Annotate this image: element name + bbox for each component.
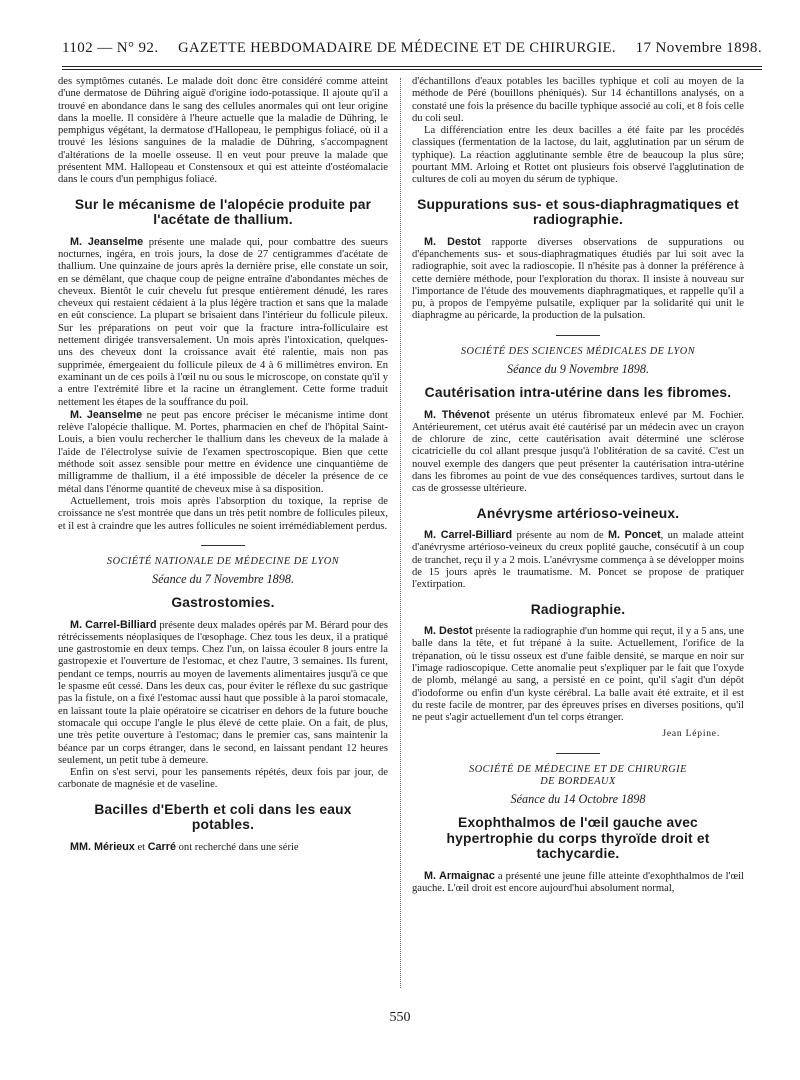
society-heading: SOCIÉTÉ NATIONALE DE MÉDECINE DE LYON — [106, 555, 340, 567]
section-heading-gastrostomies: Gastrostomies. — [171, 595, 275, 611]
paragraph: Actuellement, trois mois après l'absorption du toxique, la reprise de croissance ne s'est montrée que dans un très petit nombre de follicules pileux, et il est à craindre que les autres follicules ne soient irrémédiablement perdus. — [58, 495, 388, 532]
paragraph — [412, 236, 744, 323]
section-separator — [201, 545, 245, 546]
section-heading-suppurations: Suppurations sus- et sous-diaphragmatiques et radiographie. — [417, 196, 739, 228]
session-date: Séance du 14 Octobre 1898 — [510, 791, 646, 806]
right-column — [412, 76, 744, 895]
paragraph-text: , un malade atteint d'anévrysme artérioso-veineux du creux poplité gauche, consécutif à un coup de tranchet, reçu il y a 2 mois. L'anévrysme commença à se développer moins de 15 jours après le traumatisme. M. Poncet se propose de pratiquer l'extirpation. — [412, 530, 744, 591]
author-name: M. Jeanselme — [70, 235, 144, 248]
paragraph — [412, 529, 744, 591]
continued-paragraph: des symptômes cutanés. Le malade doit donc être considéré comme atteint d'une dermatose de Dühring aiguë d'origine iodo-potassique. Il ajoute qu'il a trouvé en abondance dans le sang des cellules anormales qui ont leur origine dans la moelle. Il considère à l'heure actuelle que la maladie de Dühring, le pemphigus végétant, la dermatose d'Hallopeau, le pemphigus foliacé, où il a trouvé les lésions sanguines de la maladie de Dühring, s'accompagnent d'altérations de la moelle osseuse. Il en veut pour preuve la malade que présentent MM. Hallopeau et Constensoux et qui est atteinte d'ostéomalacie dans le cours d'un pemphigus foliacé. — [58, 76, 388, 186]
paragraph — [412, 625, 744, 724]
section-heading-exophthalmos: Exophthalmos de l'œil gauche avec hypertrophie du corps thyroïde droit et tachycardie. — [446, 815, 710, 862]
left-column — [58, 76, 388, 854]
author-name: M. Thévenot — [424, 408, 490, 421]
header-rule — [62, 66, 762, 67]
author-name: M. Carrel-Billiard — [70, 618, 157, 631]
header-rule-thin — [62, 69, 762, 70]
paragraph-text: et — [134, 841, 148, 853]
society-heading — [412, 764, 744, 788]
society-heading-line: SOCIÉTÉ DE MÉDECINE ET DE CHIRURGIE — [469, 763, 687, 775]
paragraph — [58, 236, 388, 409]
paragraph-text: présente la radiographie d'un homme qui reçut, il y a 5 ans, une balle dans la tête, et fut trépané à la suite. Actuellement, l'orifice de la trépanation, où le tissu osseux est d'une faible densité, se marque en noir sur l'image radioscopique. Cette anomalie peut s'expliquer par le fait que l'oxyde de plomb, mélangé au sang, a persisté en ce point, qu'il s'agit d'un dépôt d'iodoforme ou enfin d'un kyste cérébral. La balle avait été extraite, et il est du reste facile de montrer, par des épreuves prises en diverses positions, qu'il ne peut s'agir actuellement d'un tel corps étranger. — [412, 626, 744, 724]
paragraph-text: ne peut pas encore préciser le mécanisme intime dont relève l'alopécie thallique. M. Portes, pharmacien en chef de l'hôpital Saint-Louis, a bien voulu rechercher le thallium dans les cheveux de la malade à l'aide de l'électrolyse suivie de l'examen spectroscopique. Bien que cette méthode soit assez sensible pour mettre en évidence une cinquantième de milligramme de thallium, il a été impossible de déceler la présence de ce métal dans l'énorme quantité de cheveux mise à sa disposition. — [58, 409, 389, 495]
paragraph: Enfin on s'est servi, pour les pansements répétés, deux fois par jour, de carbonate de magnésie et de vaseline. — [58, 767, 388, 791]
paragraph — [412, 409, 744, 496]
paragraph-text: présente un utérus fibromateux enlevé par M. Fochier. Antérieurement, cet utérus avait été cautérisé par un médecin avec un crayon de chlorure de zinc, cette cautérisation avait déterminé une sclérose cicatricielle du col allant presque jusqu'à l'oblitération de sa cavité. C'est un nouvel exemple des dangers que peut présenter la cautérisation intra-utérine dans les fibromes au point de vue des conséquences tardives, surtout dans le cas de grossesse ultérieure. — [412, 409, 744, 495]
journal-title: GAZETTE HEBDOMADAIRE DE MÉDECINE ET DE CHIRURGIE. — [178, 40, 616, 56]
author-name: M. Jeanselme — [70, 408, 143, 421]
author-name: M. Destot — [424, 625, 473, 638]
paragraph-text: a présenté une jeune fille atteinte d'exophthalmos de l'œil gauche. L'œil droit est encore aujourd'hui absolument normal, — [412, 870, 744, 894]
author-name: M. Carrel-Billiard — [424, 529, 513, 542]
paragraph-text: présente au nom de — [512, 530, 608, 542]
section-separator — [556, 335, 600, 336]
session-date: Séance du 7 Novembre 1898. — [151, 571, 295, 586]
paragraph — [58, 841, 388, 854]
folio-number: 550 — [389, 1010, 411, 1025]
section-heading-bacilles: Bacilles d'Eberth et coli dans les eaux potables. — [94, 801, 352, 833]
author-name: M. Poncet — [607, 529, 661, 542]
author-name: M. Armaignac — [424, 869, 495, 882]
session-date: Séance du 9 Novembre 1898. — [506, 361, 650, 376]
section-heading-cauterisation: Cautérisation intra-utérine dans les fibromes. — [424, 385, 732, 401]
society-heading: SOCIÉTÉ DES SCIENCES MÉDICALES DE LYON — [460, 345, 696, 357]
issue-date: 17 Novembre 1898. — [635, 40, 762, 56]
paragraph — [412, 870, 744, 896]
section-heading-radiographie: Radiographie. — [530, 601, 626, 617]
paragraph-text: ont recherché dans une série — [175, 841, 299, 853]
section-heading-alopecie: Sur le mécanisme de l'alopécie produite par l'acétate de thallium. — [74, 196, 372, 228]
paragraph-text: présente une malade qui, pour combattre des sueurs nocturnes, ingéra, en trois jours, la dose de 27 centigrammes d'acétate de thallium. Une quinzaine de jours après la dernière prise, elle constate un soir, en se démêlant, que chaque coup de peigne entraîne d'abondantes mèches de cheveux. Bientôt le cuir chevelu fut presque entièrement dénudé, les rares cheveux qui restaient cédaient à la plus légère traction et sans que la malade en eût conscience. La plupart se brisaient dans l'intérieur du follicule pileux. Sur les préparations on peut voir que la fracture intra-folliculaire est nettement dirigée transversalement. Un mois après l'intoxication, quelques-uns des cheveux dont la croissance avait été ralentie, mais non pas supprimée, émergeaient du follicule pileux de 4 à 6 millimètres environ. En examinant un de ces poils à l'œil nu ou sous le microscope, on constate qu'il y a entre l'extrémité libre et la racine un étranglement. Cette forme traduit nettement les étapes de la souffrance du poil. — [58, 236, 388, 408]
continued-paragraph: d'échantillons d'eaux potables les bacilles typhique et coli au moyen de la méthode de Péré (bouillons phéniqués). Sur 14 échantillons analysés, on a constaté une fois la présence du bacille typhique associé au coli, et 8 fois celle du coli seul. — [412, 76, 744, 124]
author-name: M. Destot — [424, 235, 481, 248]
running-header — [62, 40, 762, 64]
author-signature: Jean Lépine. — [662, 729, 720, 740]
author-name: MM. Mérieux — [70, 840, 135, 853]
author-name: Carré — [147, 840, 176, 853]
society-heading-line: DE BORDEAUX — [540, 775, 616, 787]
section-heading-anevrysme: Anévrysme artérioso-veineux. — [476, 505, 680, 521]
paragraph — [58, 409, 388, 496]
paragraph: La différenciation entre les deux bacilles a été faite par les procédés classiques (fermentation de la lactose, du lait, agglutination par un sérum de typhique). La réaction agglutinante semble être de beaucoup la plus sûre; pourtant MM. Arloing et Rottet ont plusieurs fois observé l'agglutination de cultures de coli au moyen du sérum de typhique. — [412, 125, 744, 186]
page-number-label: 1102 — N° 92. — [62, 40, 159, 56]
section-separator — [556, 753, 600, 754]
column-divider — [400, 78, 401, 988]
paragraph-text: rapporte diverses observations de suppurations ou d'épanchements sus- et sous-diaphragmatiques étudiés par lui soit avec la radiographie, soit avec la radioscopie. Il n'hésite pas à donner la préférence à cette dernière méthode, pour l'exploration du thorax. Il insiste à nouveau sur l'importance de l'étude des mouvements diaphragmatiques, et rappelle qu'il a pu, à propos de l'empyème pulsatile, expliquer par la solidarité qui unit le diaphragme au péricarde, la production de la pulsation. — [412, 236, 744, 322]
paragraph-text: présente deux malades opérés par M. Bérard pour des rétrécissements néoplasiques de l'œsophage. Chez tous les deux, il a pratiqué une gastrostomie en deux temps. Chez l'un, on laissa écouler 8 jours entre la gastropexie et l'ouverture de l'estomac, et chez l'autre, 3 semaines. Ils furent, pendant ce temps, nourris au moyen de lavements alimentaires jusqu'à ce que le spasme eût cessé. Dans les deux cas, pour éviter le réflexe du suc gastrique pas la fistule, on a fixé l'estomac aussi haut que possible à la paroi stomacale, en laissant toute la plaie opératoire se cicatriser en dehors de la future bouche stomacale qui occupe l'angle le plus élevé de cette plaie. On a fait, de plus, une très petite ouverture à l'estomac; dans le premier cas, sans maintenir la béance par un corps étranger, dans le second, en laissant pendant 12 heures seulement, un petit tube à demeure. — [58, 619, 388, 766]
paragraph — [58, 619, 388, 768]
